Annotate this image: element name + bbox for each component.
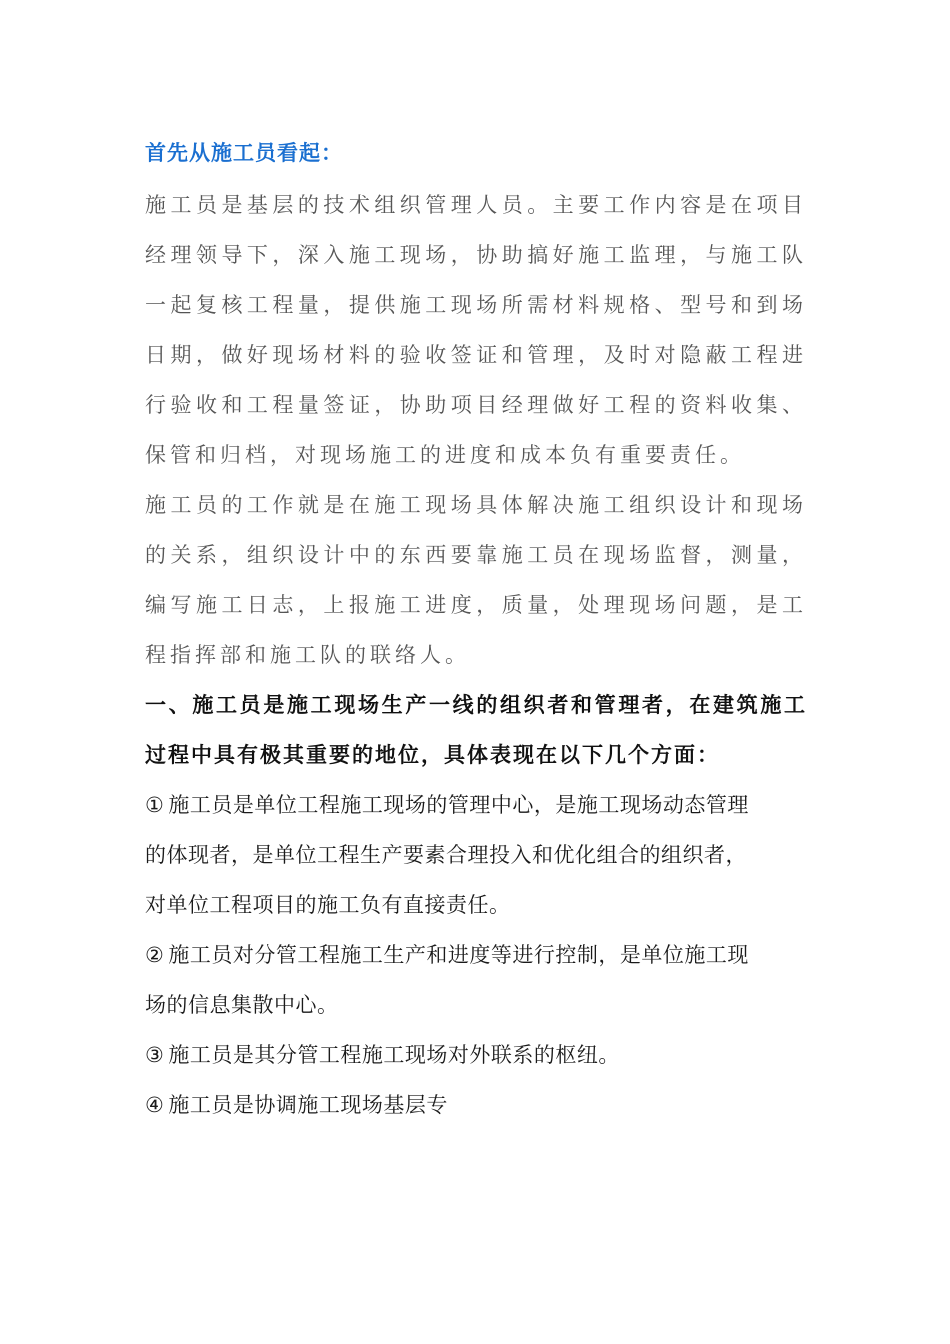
item-line: 施工员是协调施工现场基层专	[168, 1093, 448, 1117]
intro-paragraph-1: 施工员是基层的技术组织管理人员。主要工作内容是在项目经理领导下，深入施工现场，协助搞好施工监理，与施工队一起复核工程量，提供施工现场所需材料规格、型号和到场日期，做好现场材料的验收签证和管理，及时对隐蔽工程进行验收和工程量签证，协助项目经理做好工程的资料收集、保管和归档，对现场施工的进度和成本负有重要责任。	[145, 193, 807, 467]
list-item	[145, 1080, 807, 1130]
list-item	[145, 1030, 807, 1080]
document-heading: 首先从施工员看起：	[145, 141, 343, 165]
item-line: 施工员对分管工程施工生产和进度等进行控制，是单位施工现	[168, 943, 749, 967]
item-line: 的体现者，是单位工程生产要素合理投入和优化组合的组织者，	[145, 843, 747, 867]
item-marker: ②	[145, 943, 165, 967]
item-line: 施工员是其分管工程施工现场对外联系的枢纽。	[168, 1043, 620, 1067]
list-item	[145, 780, 807, 930]
item-line: 施工员是单位工程施工现场的管理中心，是施工现场动态管理	[168, 793, 749, 817]
item-line: 对单位工程项目的施工负有直接责任。	[145, 893, 511, 917]
item-line: 场的信息集散中心。	[145, 993, 339, 1017]
item-marker: ④	[145, 1093, 165, 1117]
list-item	[145, 930, 807, 1030]
document-body	[145, 130, 807, 1130]
section-title: 一、施工员是施工现场生产一线的组织者和管理者，在建筑施工过程中具有极其重要的地位，具体表现在以下几个方面：	[145, 693, 807, 767]
item-marker: ①	[145, 793, 165, 817]
intro-paragraph-2: 施工员的工作就是在施工现场具体解决施工组织设计和现场的关系，组织设计中的东西要靠施工员在现场监督，测量，编写施工日志，上报施工进度，质量，处理现场问题，是工程指挥部和施工队的联络人。	[145, 493, 807, 667]
item-marker: ③	[145, 1043, 165, 1067]
